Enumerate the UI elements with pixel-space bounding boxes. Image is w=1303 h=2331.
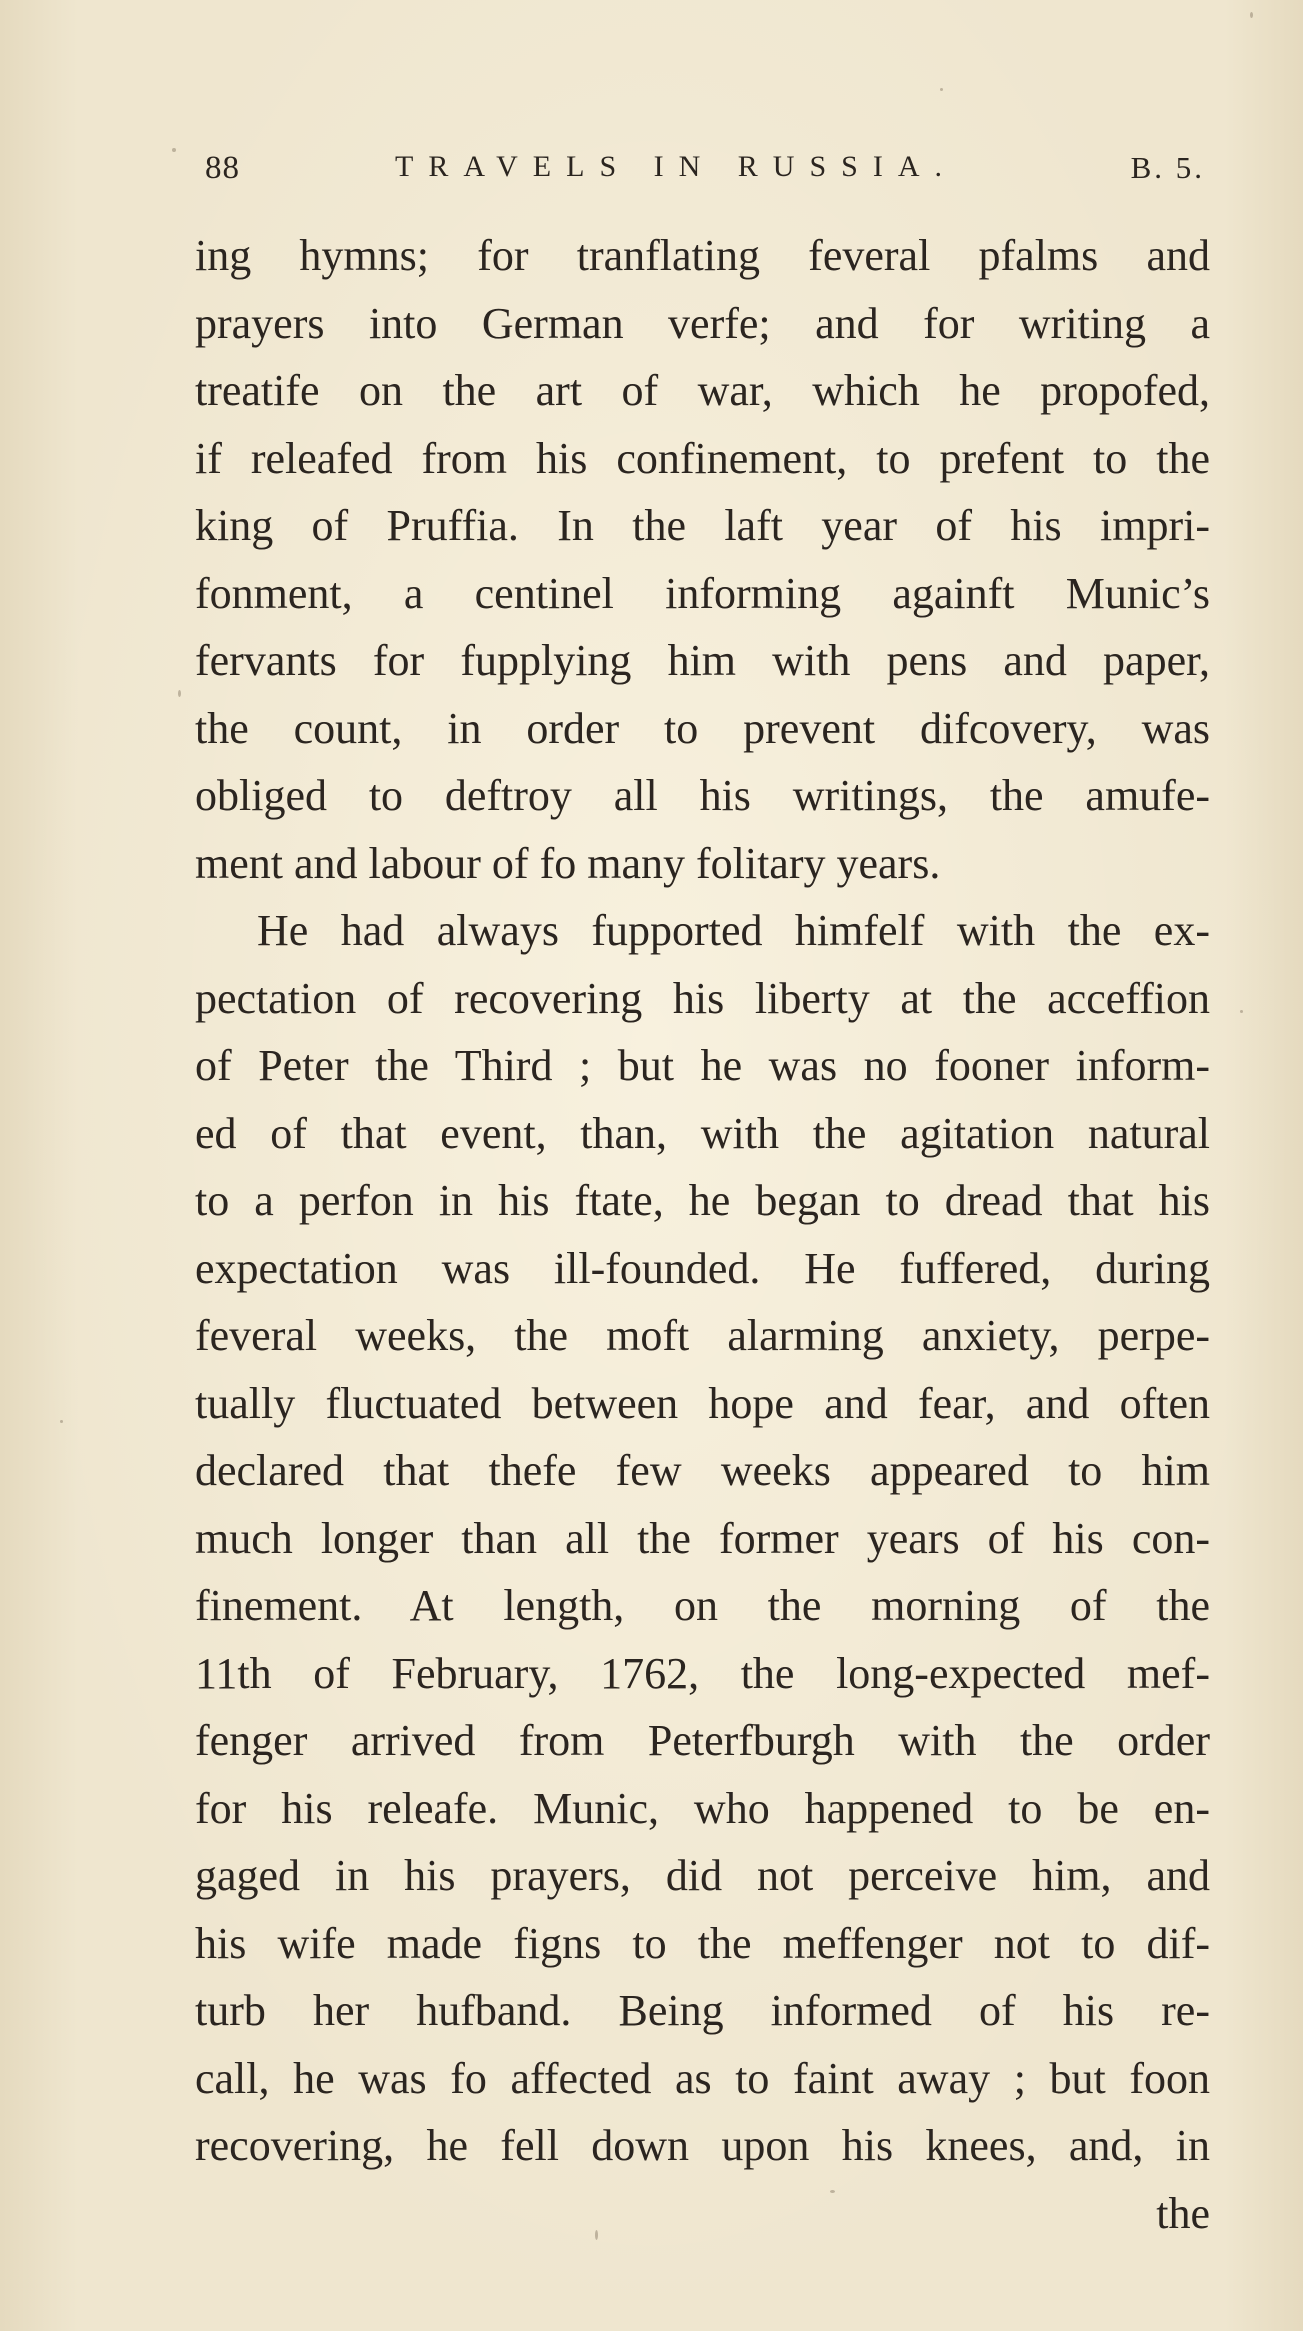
catchword-text: the (1156, 2188, 1210, 2238)
text-line: obliged to deftroy all his writings, the amufe- (195, 771, 1210, 820)
paper-speck (940, 88, 943, 91)
text-line: ed of that event, than, with the agitation natural (195, 1108, 1210, 1158)
text-line: of Peter the Third ; but he was no fooner inform- (195, 1041, 1210, 1090)
paper-speck (172, 148, 176, 152)
text-line: call, he was fo affected as to faint away ; but foon (195, 2053, 1210, 2103)
paper-speck (60, 1420, 63, 1423)
text-line: treatife on the art of war, which he propofed, (195, 366, 1210, 415)
text-line: feveral weeks, the moft alarming anxiety, perpe- (195, 1311, 1210, 1360)
text-line: if releafed from his confinement, to prefent to the (195, 433, 1210, 483)
page-header (205, 150, 1205, 200)
paper-speck (1240, 1010, 1243, 1013)
body-text (195, 222, 1210, 2247)
text-line: turb her hufband. Being informed of his re- (195, 1986, 1210, 2035)
paper-speck (830, 2190, 835, 2193)
paper-speck (178, 690, 181, 697)
paper-speck (595, 2230, 598, 2240)
text-line: ment and labour of fo many folitary years. (195, 838, 941, 888)
text-line: tually fluctuated between hope and fear, and often (195, 1378, 1210, 1428)
text-line: prayers into German verfe; and for writing a (195, 298, 1210, 348)
text-line: gaged in his prayers, did not perceive him, and (195, 1851, 1210, 1900)
text-line: declared that thefe few weeks appeared to him (195, 1446, 1210, 1495)
text-line: to a perfon in his ftate, he began to dread that his (195, 1176, 1210, 1225)
text-line: his wife made figns to the meffenger not to dif- (195, 1918, 1210, 1968)
book-reference: B. 5. (1130, 150, 1205, 185)
text-line: fervants for fupplying him with pens and paper, (195, 636, 1210, 685)
catchword (195, 2180, 1210, 2248)
text-line: much longer than all the former years of his con- (195, 1513, 1210, 1563)
text-line: fonment, a centinel informing againft Munic’s (195, 568, 1210, 618)
text-line: recovering, he fell down upon his knees, and, in (195, 2121, 1210, 2170)
text-line: expectation was ill-founded. He fuffered, during (195, 1243, 1210, 1293)
text-line: pectation of recovering his liberty at the acceffion (195, 973, 1210, 1023)
text-line: ing hymns; for tranflating feveral pfalms and (195, 231, 1210, 280)
text-line: finement. At length, on the morning of the (195, 1581, 1210, 1630)
text-line: He had always fupported himfelf with the ex- (257, 906, 1210, 955)
text-line: the count, in order to prevent difcovery, was (195, 703, 1210, 753)
page-number: 88 (205, 150, 240, 186)
text-line: fenger arrived from Peterfburgh with the order (195, 1716, 1210, 1765)
text-line: king of Pruffia. In the laft year of his impri- (195, 501, 1210, 550)
paper-speck (1250, 12, 1253, 18)
text-line: for his releafe. Munic, who happened to be en- (195, 1783, 1210, 1833)
running-title: TRAVELS IN RUSSIA. (395, 150, 957, 183)
text-line: 11th of February, 1762, the long-expected mef- (195, 1648, 1210, 1698)
